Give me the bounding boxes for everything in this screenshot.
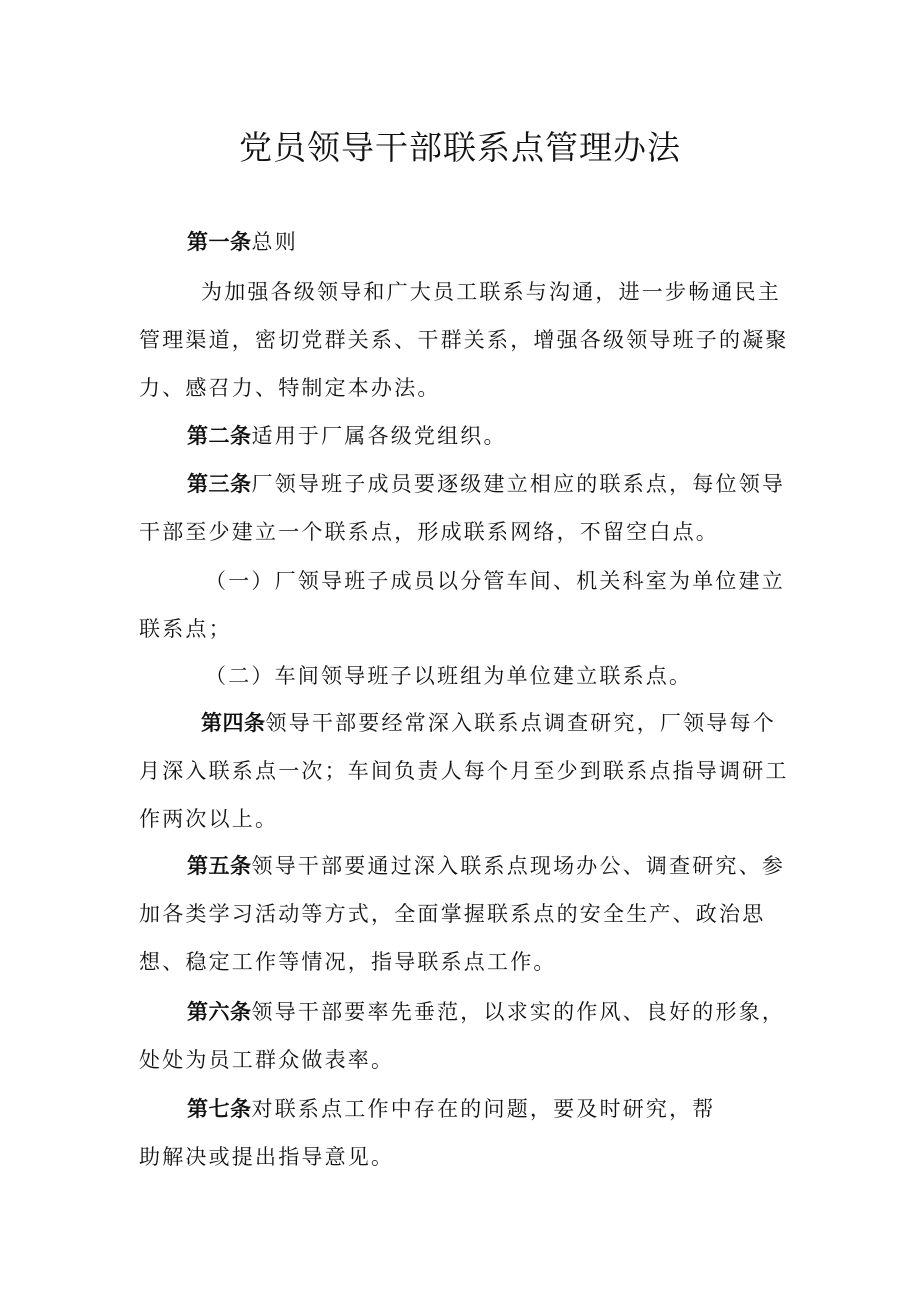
- article-7-heading: 第七条: [187, 1097, 252, 1121]
- article-4: [139, 699, 789, 843]
- article-3-heading: 第三条: [187, 472, 252, 496]
- article-3: [139, 460, 789, 556]
- article-4-text: 领导干部要经常深入联系点调查研究，厂领导每个月深入联系点一次；车间负责人每个月至少到联系点指导调研工作两次以上。: [139, 711, 789, 831]
- article-3-item-2: [139, 652, 789, 700]
- article-1-heading: 第一条: [187, 230, 252, 254]
- article-2-text: 适用于厂属各级党组织。: [251, 424, 507, 448]
- article-3-text: 厂领导班子成员要逐级建立相应的联系点，每位领导干部至少建立一个联系点，形成联系网络，不留空白点。: [139, 472, 786, 544]
- article-3-item-1-text: （一）厂领导班子成员以分管车间、机关科室为单位建立联系点；: [139, 569, 785, 641]
- article-6-text: 领导干部要率先垂范，以求实的作风、良好的形象，处处为员工群众做表率。: [139, 1000, 786, 1072]
- article-6: [139, 988, 789, 1084]
- article-2: [139, 412, 789, 460]
- article-1: [139, 218, 789, 266]
- article-7: [139, 1085, 719, 1181]
- document-title: 党员领导干部联系点管理办法: [239, 128, 681, 167]
- article-5-text: 领导干部要通过深入联系点现场办公、调查研究、参加各类学习活动等方式，全面掌握联系点的安全生产、政治思想、稳定工作等情况，指导联系点工作。: [139, 854, 786, 974]
- article-1-text: 总则: [251, 230, 298, 254]
- article-4-heading: 第四条: [201, 711, 266, 735]
- article-2-heading: 第二条: [187, 424, 252, 448]
- article-7-text: 对联系点工作中存在的问题，要及时研究，帮助解决或提出指导意见。: [139, 1097, 716, 1169]
- article-6-heading: 第六条: [187, 1000, 252, 1024]
- article-3-item-2-text: （二）车间领导班子以班组为单位建立联系点。: [205, 664, 693, 688]
- article-5-heading: 第五条: [187, 854, 252, 878]
- article-1-body: [139, 268, 789, 412]
- article-3-item-1: [139, 557, 789, 653]
- article-5: [139, 842, 789, 986]
- article-1-body-text: 为加强各级领导和广大员工联系与沟通，进一步畅通民主管理渠道，密切党群关系、干群关系，增强各级领导班子的凝聚力、感召力、特制定本办法。: [139, 280, 789, 400]
